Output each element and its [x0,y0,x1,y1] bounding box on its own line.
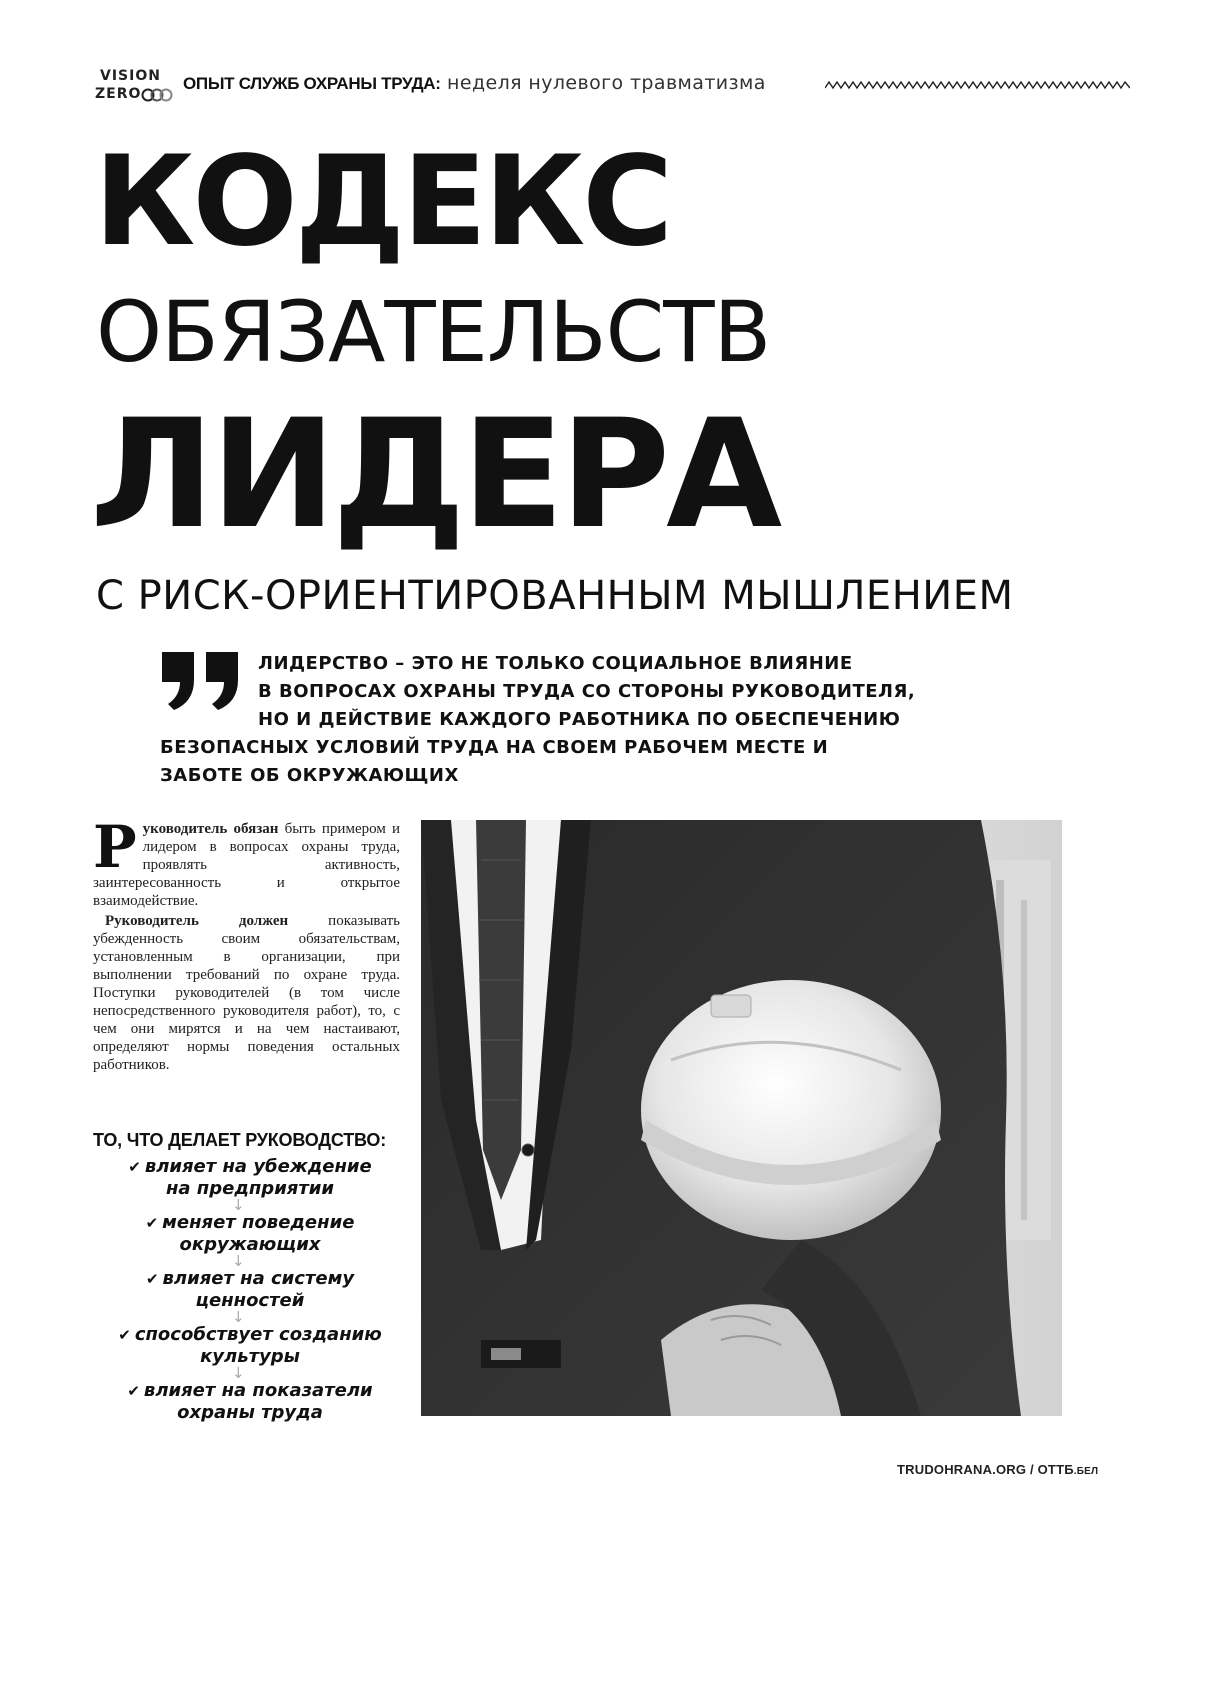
section-header-light: неделя нулевого травматизма [440,72,766,94]
arrow-down-icon: ↓ [232,1308,245,1326]
quote-line: НО И ДЕЙСТВИЕ КАЖДОГО РАБОТНИКА ПО ОБЕСПЕЧЕНИЮ [258,709,901,730]
paragraph-2-text: показывать убежденность своим обязательствам, установленным в организации, при выполнении требований по охране труда. Поступки руководителей (в том числе непосредственного руководителя работ), то, с чем они мирятся и на чем настаивают, определяют нормы поведения остальных работников. [93,913,400,1073]
subtitle: С РИСК-ОРИЕНТИРОВАННЫМ МЫШЛЕНИЕМ [96,573,1014,619]
page-footer [897,1462,1098,1477]
body-text [93,813,401,1074]
footer-site-1: TRUDOHRANA.ORG [897,1462,1027,1477]
section-header [183,72,766,94]
footer-site-2-suffix: .БЕЛ [1073,1466,1099,1477]
list-item [90,1156,410,1200]
list-item-line-2: охраны труда [177,1402,323,1423]
arrow-down-icon: ↓ [232,1196,245,1214]
arrow-down-icon: ↓ [232,1252,245,1270]
list-item-line-2: на предприятии [165,1178,335,1199]
page-header [95,66,1135,106]
list-item-line-1: меняет поведение [162,1212,355,1233]
list-item-line-2: окружающих [179,1234,321,1255]
logo-rings-icon [141,88,177,102]
title-line-3: ЛИДЕРА [90,388,779,562]
list-item [90,1324,410,1368]
title-line-2: ОБЯЗАТЕЛЬСТВ [96,283,771,381]
list-item-line-1: влияет на показатели [143,1380,373,1401]
paragraph-1-bold: уководитель обязан [142,821,279,837]
businessman-helmet-photo [421,820,1062,1416]
list-item-line-2: культуры [200,1346,300,1367]
check-icon: ✔ [128,1158,141,1176]
list-item [90,1212,410,1256]
title-line-1: КОДЕКС [94,130,671,274]
vision-zero-logo [95,66,175,106]
logo-vision-text: VISION [100,68,161,84]
list-item-line-1: способствует созданию [134,1324,382,1345]
zigzag-divider [825,80,1130,90]
footer-separator: / [1026,1462,1038,1477]
list-item [90,1268,410,1312]
quote-line: В ВОПРОСАХ ОХРАНЫ ТРУДА СО СТОРОНЫ РУКОВОДИТЕЛЯ, [258,681,916,702]
pull-quote [160,650,920,800]
list-item-line-2: ценностей [195,1290,305,1311]
paragraph-2 [93,912,400,1074]
drop-cap: Р [93,813,137,881]
section-header-bold: ОПЫТ СЛУЖБ ОХРАНЫ ТРУДА: [183,74,441,93]
list-item-line-1: влияет на убеждение [144,1156,372,1177]
logo-zero-text: ZERO [95,86,142,102]
list-item [90,1380,410,1424]
paragraph-1-text: быть примером и лидером в вопросах охраны труда, проявлять активность, заинтересованность и открытое взаимодействие. [93,821,401,909]
check-icon: ✔ [145,1214,159,1232]
paragraph-2-bold: Руководитель должен [105,913,289,929]
footer-site-2: ОТТБ [1037,1462,1074,1477]
quote-line: ЛИДЕРСТВО – ЭТО НЕ ТОЛЬКО СОЦИАЛЬНОЕ ВЛИЯНИЕ [258,653,853,674]
check-icon: ✔ [145,1270,159,1288]
quote-line: ЗАБОТЕ ОБ ОКРУЖАЮЩИХ [160,765,459,786]
check-icon: ✔ [127,1382,140,1400]
arrow-down-icon: ↓ [232,1364,245,1382]
paragraph-1 [93,813,401,910]
list-heading: ТО, ЧТО ДЕЛАЕТ РУКОВОДСТВО: [93,1130,386,1150]
list-item-line-1: влияет на систему [162,1268,355,1289]
quote-line: БЕЗОПАСНЫХ УСЛОВИЙ ТРУДА НА СВОЕМ РАБОЧЕМ МЕСТЕ И [160,737,829,758]
check-icon: ✔ [118,1326,131,1344]
